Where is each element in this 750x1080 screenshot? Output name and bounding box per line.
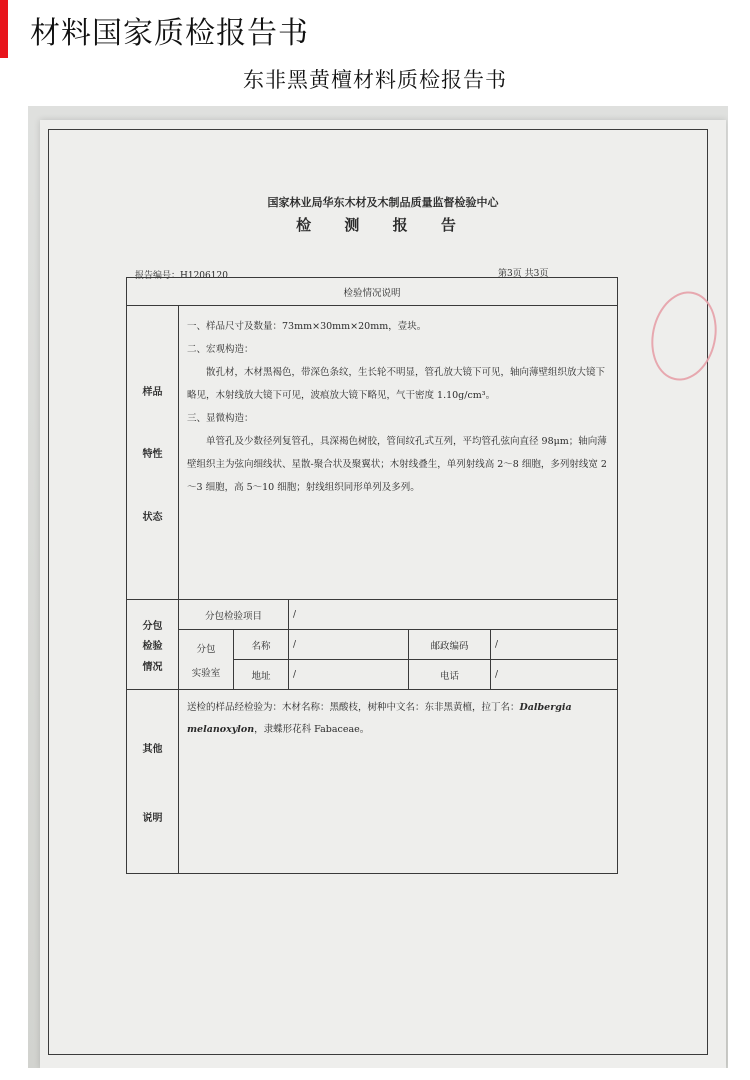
phone-label: 电话 — [409, 660, 491, 690]
report-sheet — [40, 120, 726, 1068]
zip-code-label: 邮政编码 — [409, 630, 491, 660]
sample-side-label — [127, 306, 179, 600]
inspection-table — [126, 277, 618, 874]
subcontract-side-label — [127, 600, 179, 690]
document-photo — [28, 106, 728, 1068]
macro-heading: 二、宏观构造： — [187, 344, 254, 355]
side-label-line: 分包 — [142, 620, 163, 632]
lab-name-value: / — [289, 630, 409, 660]
page-title: 材料国家质检报告书 — [30, 16, 309, 51]
side-label-line: 情况 — [142, 661, 163, 673]
report-title: 检 测 报 告 — [296, 216, 470, 234]
table-header: 检验情况说明 — [127, 278, 618, 306]
micro-heading: 三、显微构造： — [187, 413, 254, 424]
other-side-label — [127, 690, 179, 874]
organization-name: 国家林业局华东木材及木制品质量监督检验中心 — [267, 196, 499, 209]
phone-value: / — [491, 660, 618, 690]
side-label-line: 说明 — [142, 812, 163, 824]
side-label-line: 样品 — [142, 386, 163, 398]
page-count: 第3页 共3页 — [498, 269, 549, 279]
other-content — [179, 690, 618, 874]
latin-name: Dalbergia melanoxylon — [187, 702, 572, 735]
side-label-line: 其他 — [142, 743, 163, 755]
subcontract-item-label: 分包检验项目 — [179, 600, 289, 630]
sample-size-line: 一、样品尺寸及数量：73mm×30mm×20mm，壹块。 — [187, 321, 427, 332]
report-number: 报告编号：H1206120 — [135, 271, 228, 281]
zip-code-value: / — [491, 630, 618, 660]
other-text-after: ，隶蝶形花科 Fabaceae。 — [254, 724, 370, 735]
sample-content — [179, 306, 618, 600]
side-label-line: 特性 — [142, 449, 163, 460]
macro-text: 散孔材，木材黑褐色，带深色条纹，生长轮不明显，管孔放大镜下可见，轴向薄壁组织放大镜下略见，木射线放大镜下可见，波痕放大镜下略见，气干密度 1.10g/cm³。 — [187, 367, 606, 401]
page-subtitle: 东非黑黄檀材料质检报告书 — [243, 68, 507, 92]
lab-label-line: 实验室 — [191, 667, 221, 679]
subcontract-item-value: / — [289, 600, 618, 630]
lab-label-line: 分包 — [196, 643, 216, 655]
subcontract-lab-label — [179, 630, 234, 690]
other-text-before: 送检的样品经检验为：木材名称：黑酸枝，树种中文名：东非黑黄檀，拉丁名： — [187, 702, 520, 713]
accent-bar — [0, 0, 8, 58]
lab-address-value: / — [289, 660, 409, 690]
micro-text: 单管孔及少数径列复管孔，具深褐色树胶，管间纹孔式互列，平均管孔弦向直径 98μm；轴向薄壁组织主为弦向细线状、星散-聚合状及聚翼状；木射线叠生，单列射线高 2～8 细胞，多列射线宽 2～3 细胞，高 5～10 细胞；射线组织同形单列及多列。 — [187, 436, 607, 493]
lab-address-label: 地址 — [234, 660, 289, 690]
side-label-line: 状态 — [142, 511, 163, 523]
side-label-line: 检验 — [142, 641, 163, 652]
lab-name-label: 名称 — [234, 630, 289, 660]
